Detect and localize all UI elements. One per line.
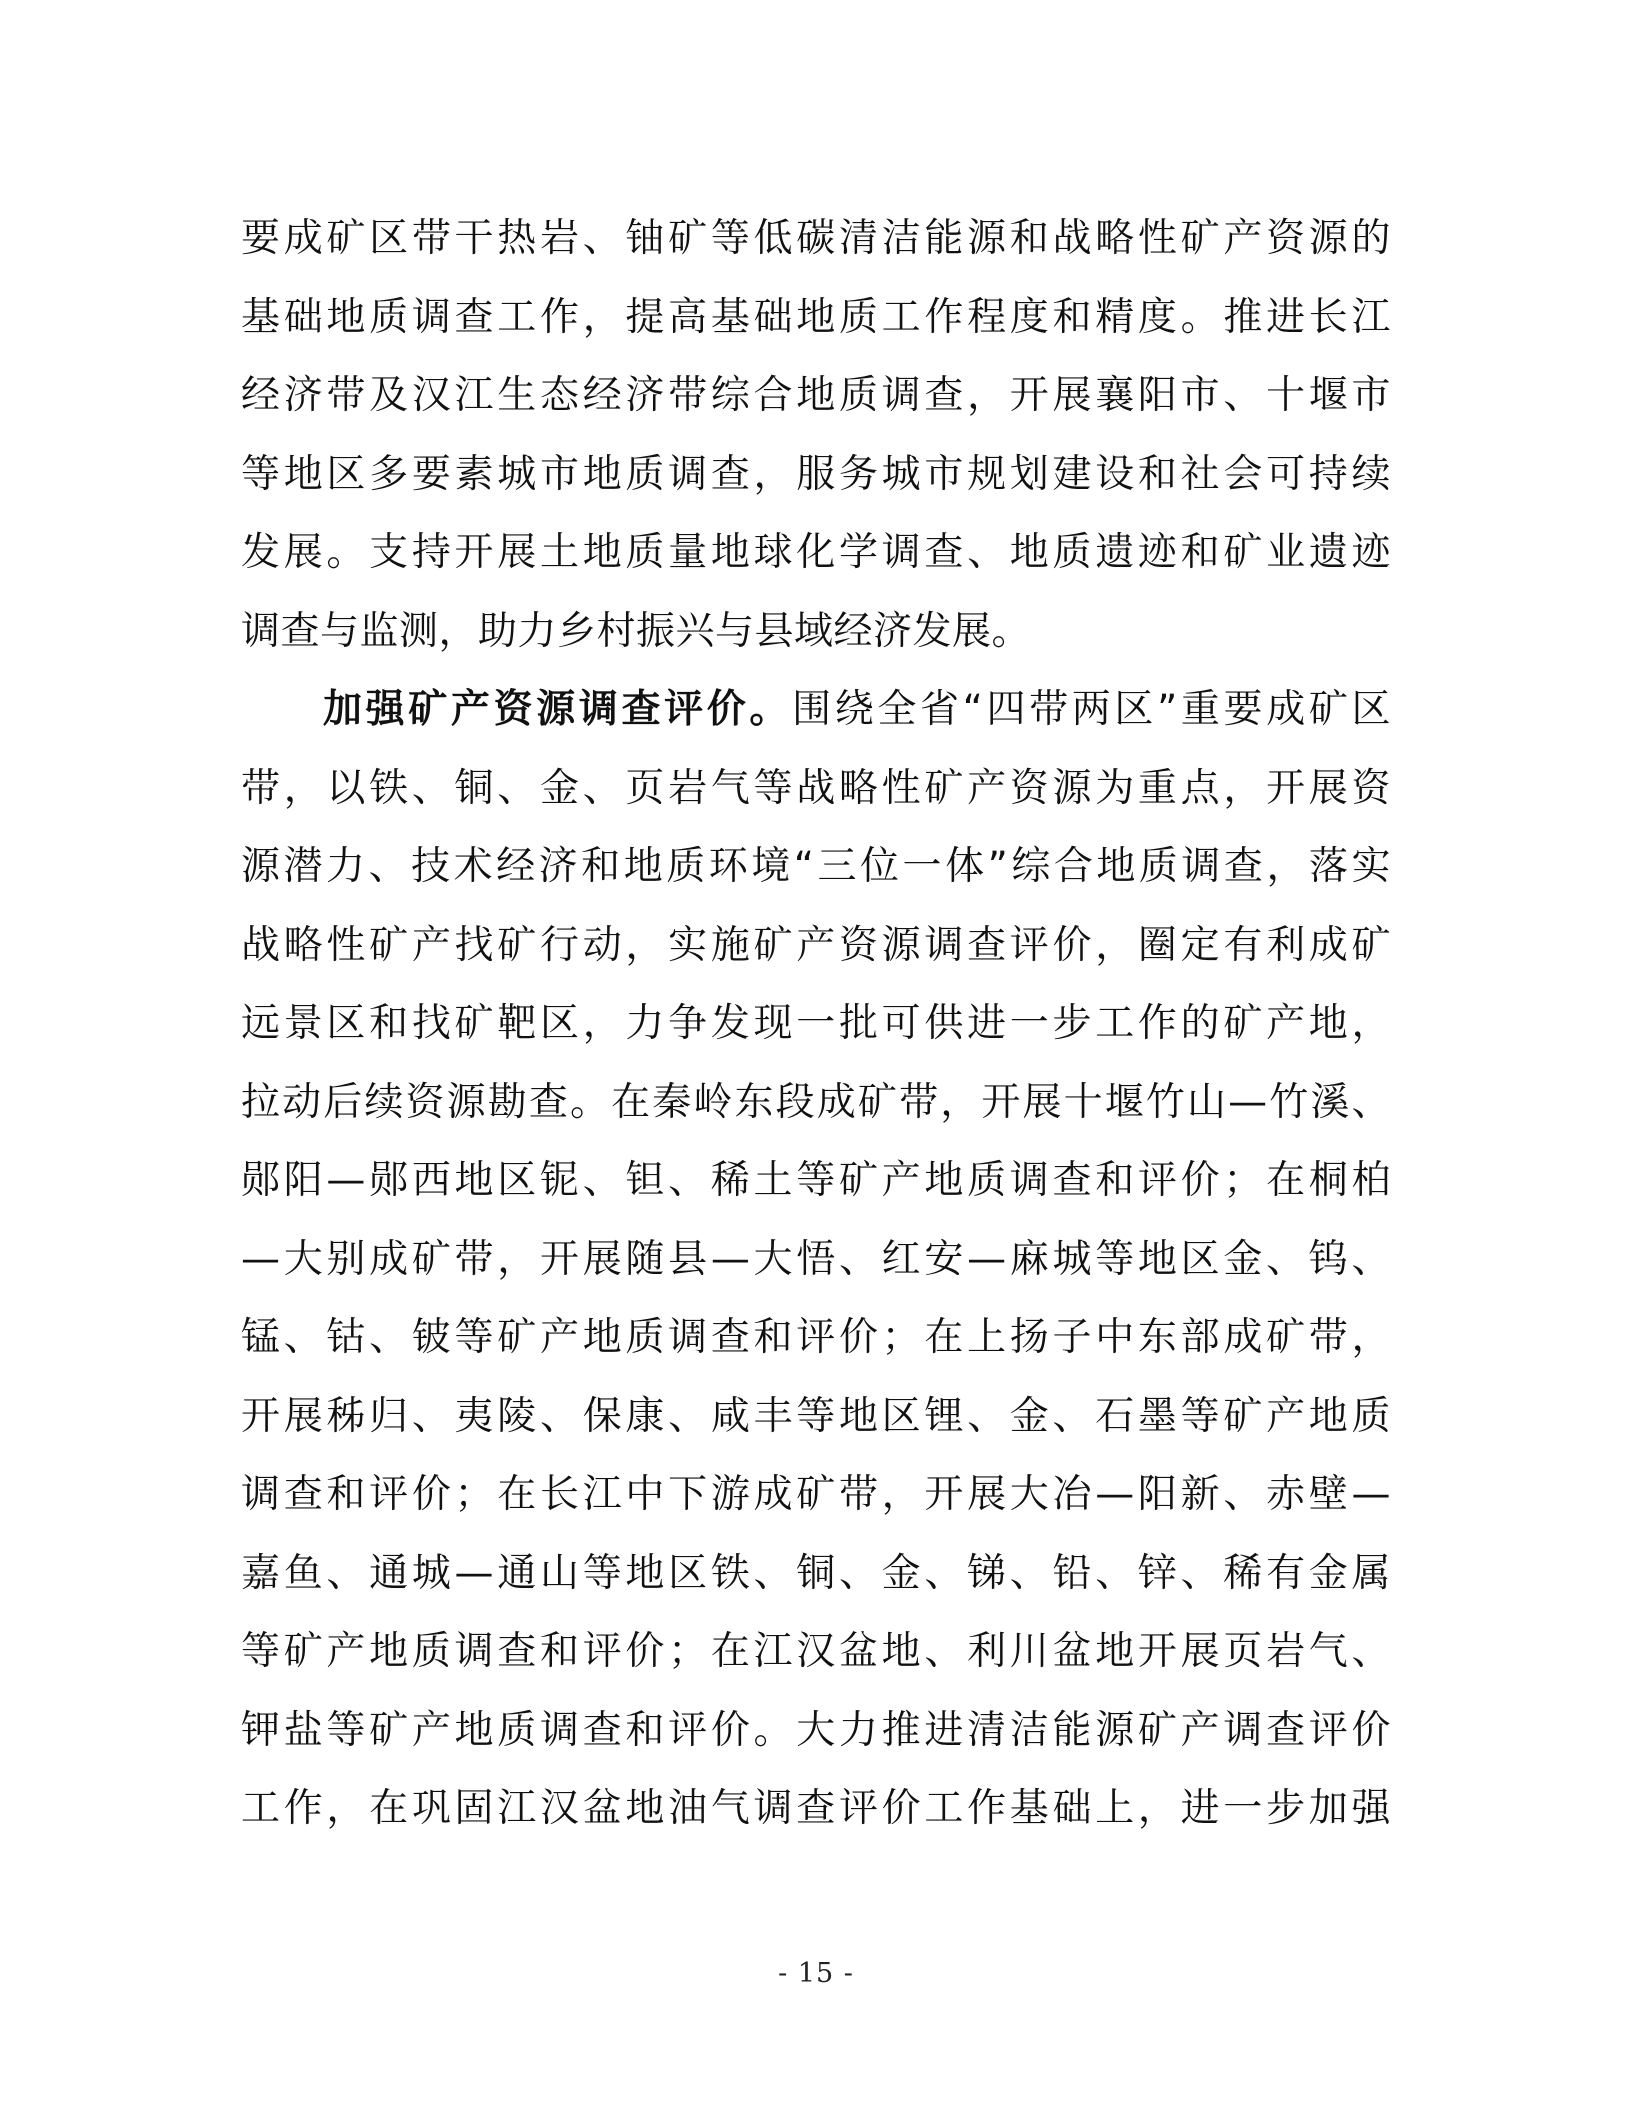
paragraph-1-line: 调查与监测，助力乡村振兴与县域经济发展。 [241, 608, 1032, 654]
paragraph-2-line: 带，以铁、铜、金、页岩气等战略性矿产资源为重点，开展资 [241, 765, 1391, 811]
section-heading: 加强矿产资源调查评价。 [323, 687, 793, 732]
paragraph-2-line: 源潜力、技术经济和地质环境“三位一体”综合地质调查，落实 [241, 844, 1391, 889]
paragraph-2-line: 锰、钴、铍等矿产地质调查和评价；在上扬子中东部成矿带， [241, 1315, 1391, 1360]
paragraph-2-line: 拉动后续资源勘查。在秦岭东段成矿带，开展十堰竹山—竹溪、 [241, 1079, 1391, 1125]
paragraph-2-line: 战略性矿产找矿行动，实施矿产资源调查评价，圈定有利成矿 [241, 922, 1391, 968]
paragraph-1-line: 等地区多要素城市地质调查，服务城市规划建设和社会可持续 [241, 451, 1391, 497]
page-number: - 15 - [778, 1958, 854, 1989]
paragraph-2-line: 等矿产地质调查和评价；在江汉盆地、利川盆地开展页岩气、 [241, 1629, 1391, 1674]
paragraph-1-line: 经济带及汉江生态经济带综合地质调查，开展襄阳市、十堰市 [241, 373, 1391, 418]
paragraph-2-line: 远景区和找矿靶区，力争发现一批可供进一步工作的矿产地， [241, 1001, 1391, 1046]
paragraph-2-line: —大别成矿带，开展随县—大悟、红安—麻城等地区金、钨、 [241, 1236, 1391, 1282]
paragraph-2-first-line-text: 围绕全省“四带两区”重要成矿区 [792, 687, 1391, 732]
paragraph-2-line: 开展秭归、夷陵、保康、咸丰等地区锂、金、石墨等矿产地质 [241, 1393, 1391, 1439]
body-text [241, 200, 1391, 1849]
paragraph-2-line: 工作，在巩固江汉盆地油气调查评价工作基础上，进一步加强 [241, 1786, 1391, 1831]
paragraph-2-line: 郧阳—郧西地区铌、钽、稀土等矿产地质调查和评价；在桐柏 [241, 1158, 1391, 1203]
paragraph-2-line: 调查和评价；在长江中下游成矿带，开展大冶—阳新、赤壁— [241, 1472, 1391, 1517]
paragraph-1-line: 要成矿区带干热岩、铀矿等低碳清洁能源和战略性矿产资源的 [241, 216, 1391, 261]
paragraph-1-line: 发展。支持开展土地质量地球化学调查、地质遗迹和矿业遗迹 [241, 530, 1391, 575]
paragraph-2-line: 嘉鱼、通城—通山等地区铁、铜、金、锑、铅、锌、稀有金属 [241, 1550, 1391, 1596]
paragraph-1-line: 基础地质调查工作，提高基础地质工作程度和精度。推进长江 [241, 294, 1391, 340]
paragraph-2-first-line [241, 671, 1391, 750]
paragraph-2-line: 钾盐等矿产地质调查和评价。大力推进清洁能源矿产调查评价 [241, 1707, 1391, 1753]
